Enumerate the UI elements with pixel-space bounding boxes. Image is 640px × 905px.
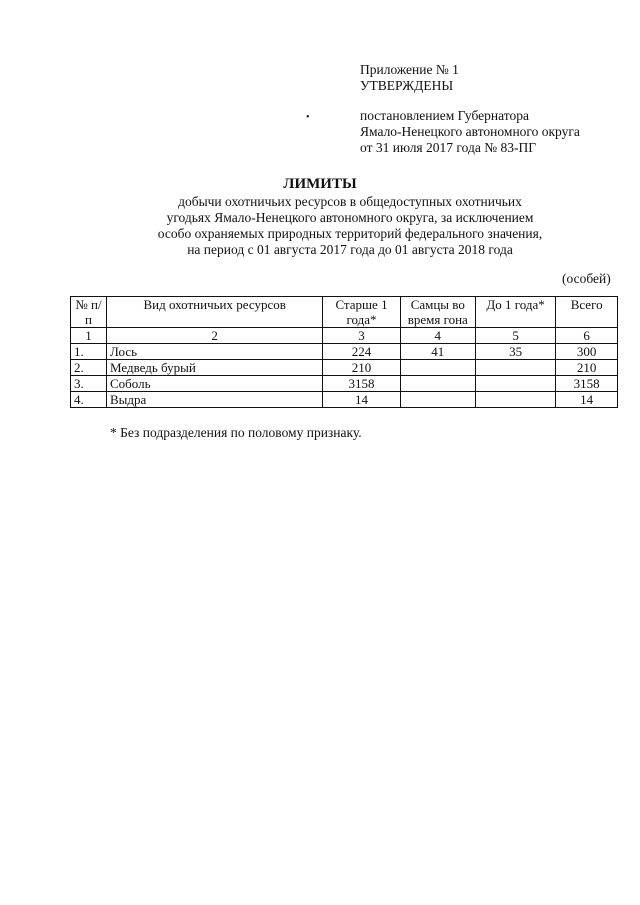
subtitle-line-2: угодьях Ямало-Ненецкого автономного округа, за исключением <box>166 210 534 225</box>
row-older: 3158 <box>323 376 400 392</box>
appendix-number: Приложение № 1 <box>360 62 459 77</box>
row-males: 41 <box>400 344 475 360</box>
row-species: Соболь <box>107 376 323 392</box>
row-total: 3158 <box>556 376 618 392</box>
decree-block <box>360 108 580 156</box>
row-total: 300 <box>556 344 618 360</box>
document-title: ЛИМИТЫ <box>283 176 357 192</box>
table-header-row <box>71 297 618 328</box>
row-num: 3. <box>71 376 107 392</box>
column-number: 5 <box>475 328 555 344</box>
table-row <box>71 344 618 360</box>
table-row <box>71 392 618 408</box>
row-under <box>475 392 555 408</box>
approved-label: УТВЕРЖДЕНЫ <box>360 78 454 93</box>
row-num: 1. <box>71 344 107 360</box>
column-number: 1 <box>71 328 107 344</box>
column-number-row <box>71 328 618 344</box>
table-row <box>71 376 618 392</box>
footnote: * Без подразделения по половому признаку. <box>110 425 362 440</box>
column-number: 4 <box>400 328 475 344</box>
table-row <box>71 360 618 376</box>
row-species: Выдра <box>107 392 323 408</box>
column-number: 6 <box>556 328 618 344</box>
row-males <box>400 392 475 408</box>
document-subtitle <box>0 194 640 258</box>
header-total: Всего <box>556 297 618 328</box>
row-males <box>400 360 475 376</box>
row-total: 14 <box>556 392 618 408</box>
decree-line-1: постановлением Губернатора <box>360 108 529 123</box>
header-under: До 1 года* <box>475 297 555 328</box>
row-species: Медведь бурый <box>107 360 323 376</box>
dot-mark: • <box>306 112 310 123</box>
appendix-block <box>360 62 459 94</box>
row-older: 210 <box>323 360 400 376</box>
row-older: 224 <box>323 344 400 360</box>
row-under: 35 <box>475 344 555 360</box>
row-species: Лось <box>107 344 323 360</box>
column-number: 3 <box>323 328 400 344</box>
decree-line-3: от 31 июля 2017 года № 83-ПГ <box>360 140 536 155</box>
row-num: 4. <box>71 392 107 408</box>
subtitle-line-4: на период с 01 августа 2017 года до 01 августа 2018 года <box>187 242 513 257</box>
header-species: Вид охотничьих ресурсов <box>107 297 323 328</box>
row-num: 2. <box>71 360 107 376</box>
row-under <box>475 376 555 392</box>
subtitle-line-3: особо охраняемых природных территорий федерального значения, <box>157 226 543 241</box>
header-num: № п/п <box>71 297 107 328</box>
row-under <box>475 360 555 376</box>
subtitle-line-1: добычи охотничьих ресурсов в общедоступных охотничьих <box>178 194 522 209</box>
header-males: Самцы во время гона <box>400 297 475 328</box>
decree-line-2: Ямало-Ненецкого автономного округа <box>360 124 580 139</box>
column-number: 2 <box>107 328 323 344</box>
header-older: Старше 1 года* <box>323 297 400 328</box>
limits-table <box>70 296 618 408</box>
row-older: 14 <box>323 392 400 408</box>
row-total: 210 <box>556 360 618 376</box>
unit-label: (особей) <box>562 271 611 286</box>
row-males <box>400 376 475 392</box>
